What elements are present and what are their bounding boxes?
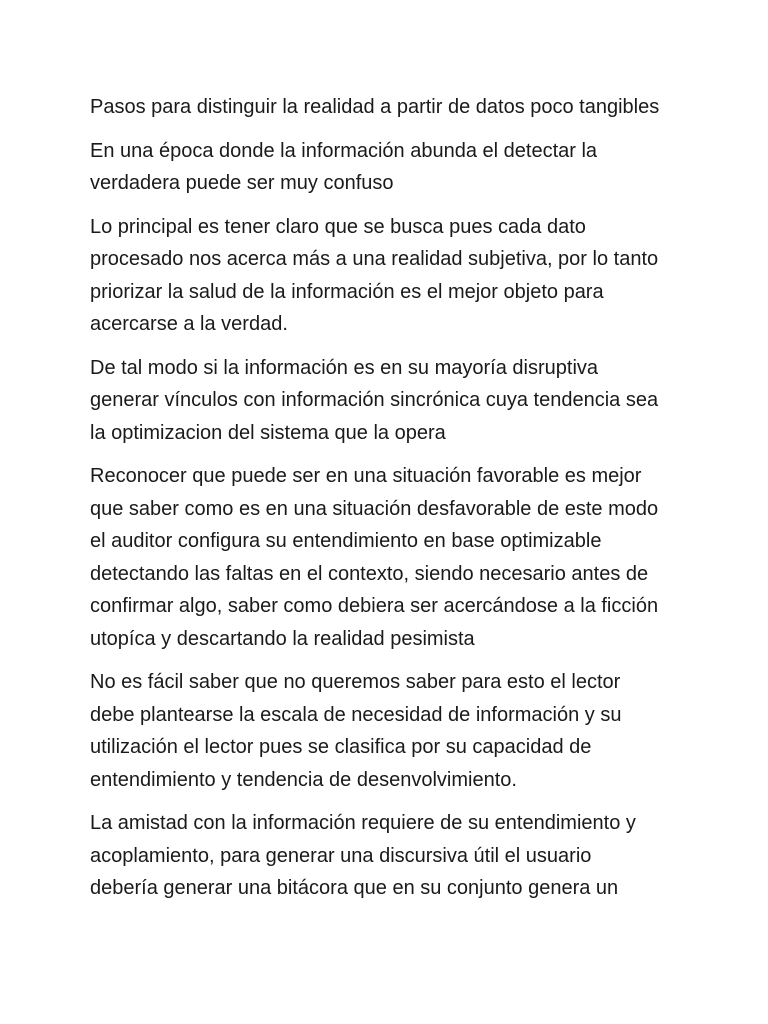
text-line: En una época donde la información abunda el detectar la <box>90 139 598 162</box>
text-line: debería generar una bitácora que en su conjunto genera un <box>90 877 619 899</box>
document-body <box>90 91 690 916</box>
text-line: detectando las faltas en el contexto, siendo necesario antes de <box>90 562 649 585</box>
text-line: acercarse a la verdad. <box>90 313 288 335</box>
text-line: La amistad con la información requiere de su entendimiento y <box>90 812 636 834</box>
text-line: De tal modo si la información es en su mayoría disruptiva <box>90 356 599 379</box>
text-line: el auditor configura su entendimiento en base optimizable <box>90 530 602 552</box>
text-line: procesado nos acerca más a una realidad subjetiva, por lo tanto <box>90 248 659 270</box>
text-line: utilización el lector pues se clasifica por su capacidad de <box>90 736 592 758</box>
text-line: Reconocer que puede ser en una situación favorable es mejor <box>90 465 642 487</box>
text-line: utopíca y descartando la realidad pesimista <box>90 627 475 650</box>
paragraph-6 <box>90 807 690 905</box>
text-line: entendimiento y tendencia de desenvolvimiento. <box>90 768 517 791</box>
text-line: la optimizacion del sistema que la opera <box>90 421 446 444</box>
paragraph-2 <box>90 211 690 341</box>
text-line: que saber como es en una situación desfavorable de este modo <box>90 497 659 520</box>
text-line: confirmar algo, saber como debiera ser acercándose a la ficción <box>90 595 659 617</box>
paragraph-1 <box>90 135 690 200</box>
text-line: Lo principal es tener claro que se busca pues cada dato <box>90 215 586 238</box>
text-line: verdadera puede ser muy confuso <box>90 172 394 194</box>
text-line: acoplamiento, para generar una discursiva útil el usuario <box>90 844 592 867</box>
text-line: No es fácil saber que no queremos saber para esto el lector <box>90 671 621 693</box>
paragraph-4 <box>90 460 690 655</box>
text-line: generar vínculos con información sincrónica cuya tendencia sea <box>90 389 659 411</box>
paragraph-5 <box>90 666 690 796</box>
paragraph-3 <box>90 352 690 450</box>
paragraph-title <box>90 91 690 124</box>
text-line: priorizar la salud de la información es el mejor objeto para <box>90 280 604 303</box>
text-line: Pasos para distinguir la realidad a partir de datos poco tangibles <box>90 96 660 118</box>
text-line: debe plantearse la escala de necesidad de información y su <box>90 703 622 726</box>
